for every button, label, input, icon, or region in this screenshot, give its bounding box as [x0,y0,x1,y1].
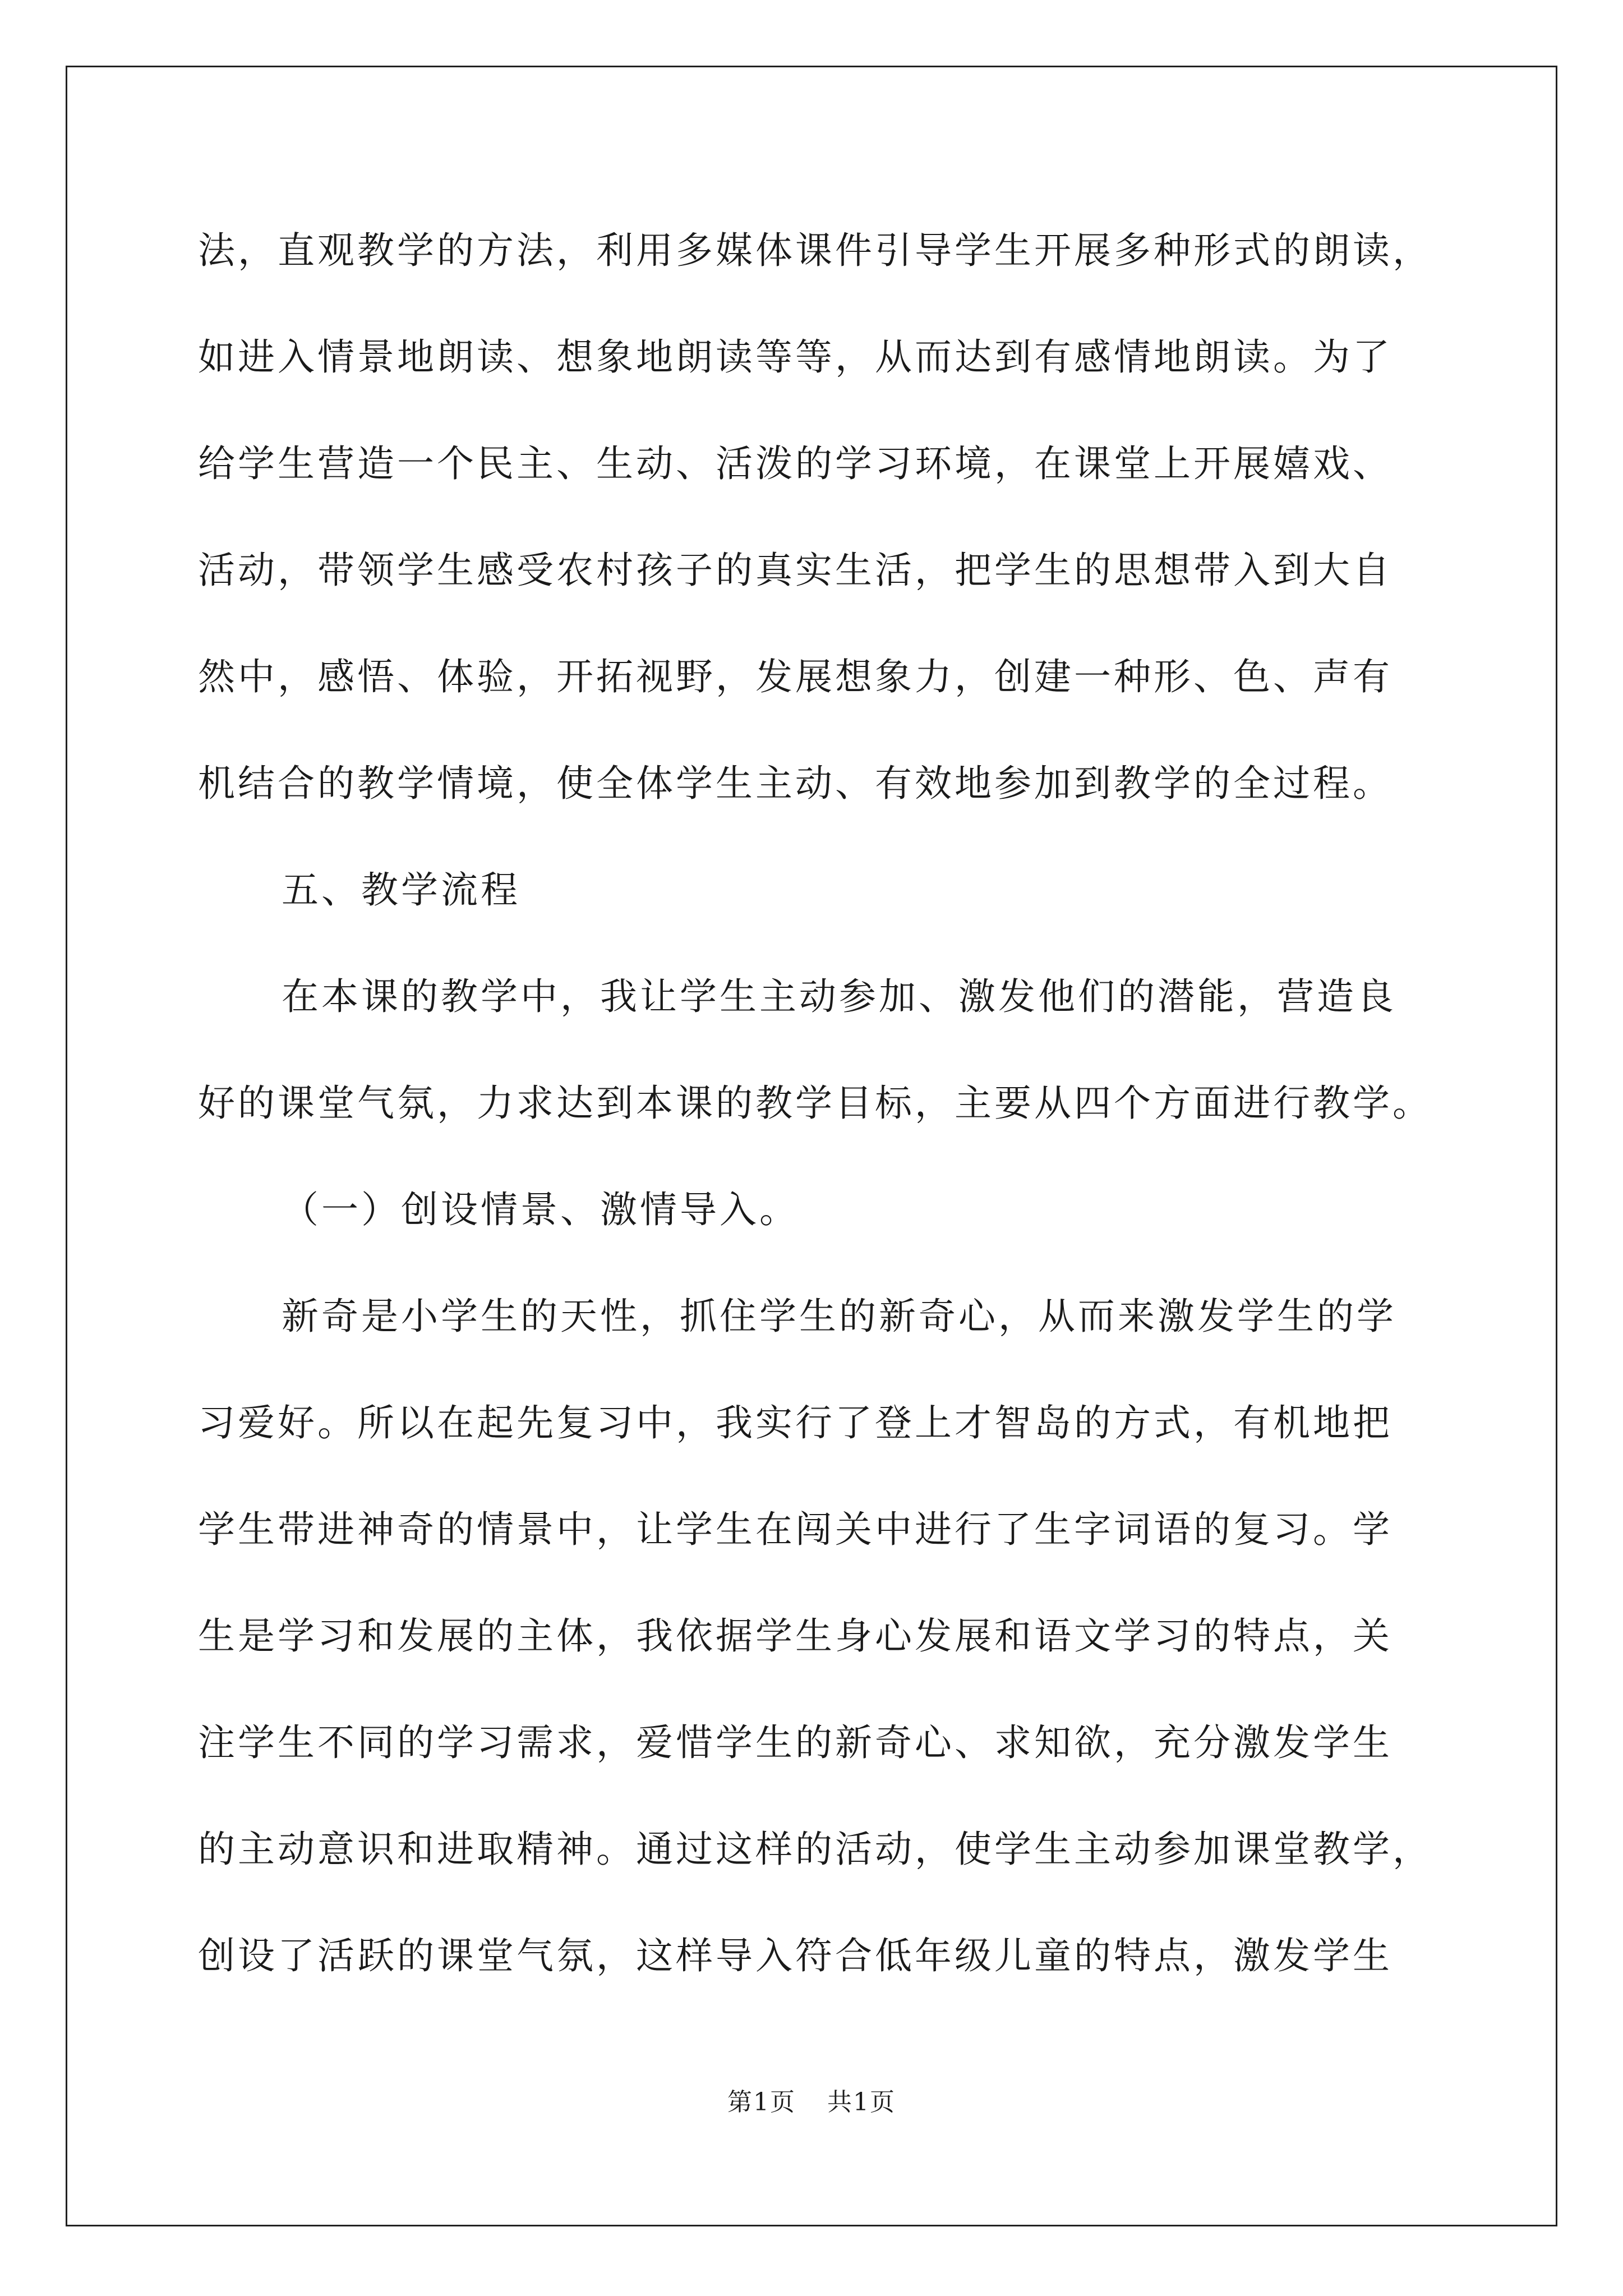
text-line: 好的课堂气氛，力求达到本课的教学目标，主要从四个方面进行教学。 [198,1082,1432,1125]
section-heading: 五、教学流程 [282,868,520,912]
text-line: 生是学习和发展的主体，我依据学生身心发展和语文学习的特点，关 [198,1614,1393,1658]
text-line: 习爱好。所以在起先复习中，我实行了登上才智岛的方式，有机地把 [198,1401,1393,1444]
text-line: 法，直观教学的方法，利用多媒体课件引导学生开展多种形式的朗读， [198,229,1432,272]
page-footer: 第1页 共1页 [727,2088,896,2116]
page-border [66,66,1557,2226]
text-line: 新奇是小学生的天性，抓住学生的新奇心，从而来激发学生的学 [282,1295,1396,1338]
text-line: 然中，感悟、体验，开拓视野，发展想象力，创建一种形、色、声有 [198,655,1393,698]
text-line: 注学生不同的学习需求，爱惜学生的新奇心、求知欲，充分激发学生 [198,1721,1393,1764]
text-line: 的主动意识和进取精神。通过这样的活动，使学生主动参加课堂教学， [198,1828,1432,1871]
text-line: 给学生营造一个民主、生动、活泼的学习环境，在课堂上开展嬉戏、 [198,442,1393,485]
text-line: 如进入情景地朗读、想象地朗读等等，从而达到有感情地朗读。为了 [198,335,1393,379]
text-line: 学生带进神奇的情景中，让学生在闯关中进行了生字词语的复习。学 [198,1508,1393,1551]
text-line: 机结合的教学情境，使全体学生主动、有效地参加到教学的全过程。 [198,762,1393,805]
subsection-heading: （一）创设情景、激情导入。 [282,1188,799,1231]
text-line: 活动，带领学生感受农村孩子的真实生活，把学生的思想带入到大自 [198,549,1393,592]
text-line: 在本课的教学中，我让学生主动参加、激发他们的潜能，营造良 [282,975,1396,1018]
text-line: 创设了活跃的课堂气氛，这样导入符合低年级儿童的特点，激发学生 [198,1934,1393,1977]
